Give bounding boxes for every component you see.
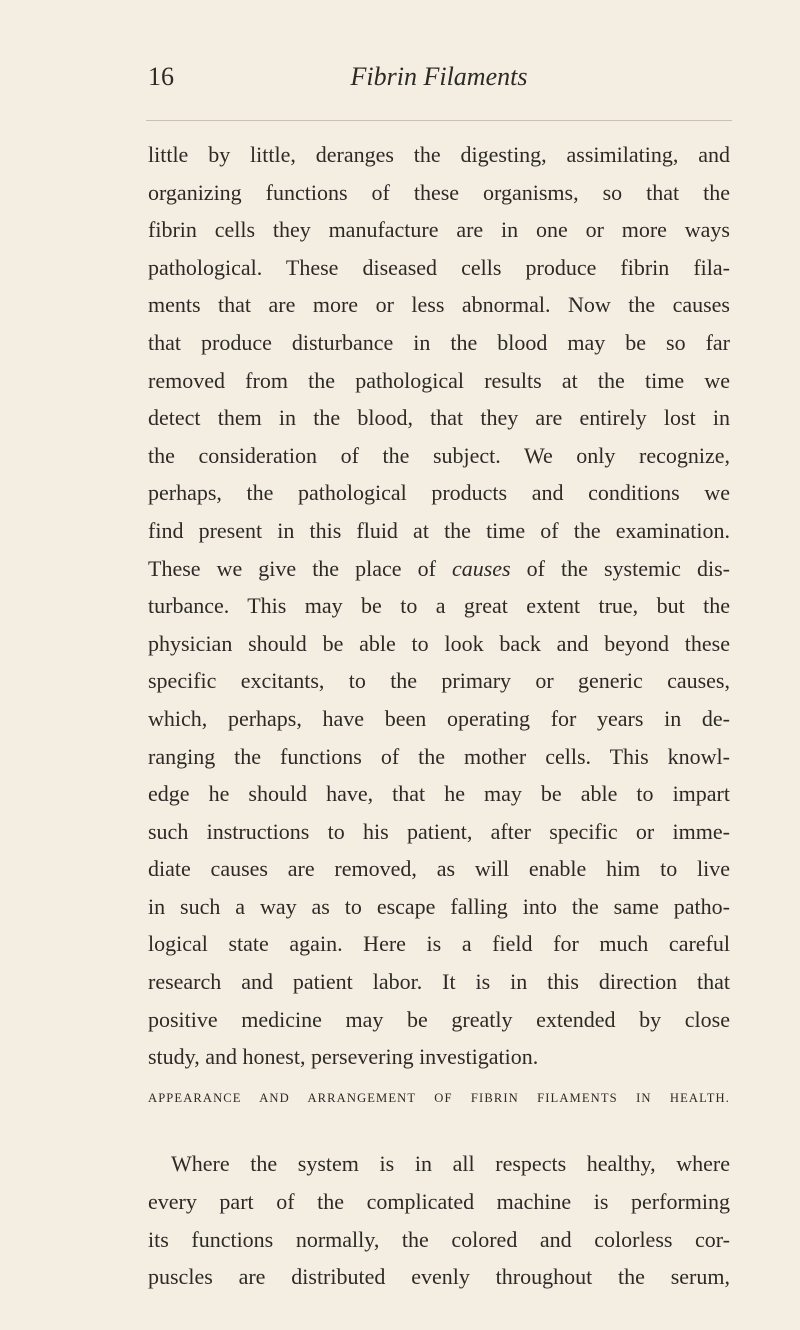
text-line: ments that are more or less abnormal. Now the causes <box>148 292 730 318</box>
text-line: perhaps, the pathological products and conditions we <box>148 480 730 506</box>
paragraph-1 <box>148 136 730 1076</box>
text-line: every part of the complicated machine is performing <box>148 1189 730 1215</box>
body-text <box>148 136 730 1296</box>
text-line: detect them in the blood, that they are entirely lost in <box>148 405 730 431</box>
text-line-with-italic <box>148 550 730 588</box>
section-heading: APPEARANCE AND ARRANGEMENT OF FIBRIN FILAMENTS IN HEALTH. <box>148 1090 730 1105</box>
italic-word: causes <box>451 555 511 581</box>
header-rule <box>146 120 732 121</box>
text-line: in such a way as to escape falling into the same patho- <box>148 893 730 919</box>
text-line: little by little, deranges the digesting, assimilating, and <box>148 142 730 167</box>
running-title: Fibrin Filaments <box>350 62 528 91</box>
text-line: turbance. This may be to a great extent true, but the <box>148 593 730 619</box>
page-number: 16 <box>148 62 174 91</box>
text-line: logical state again. Here is a field for much careful <box>148 931 730 957</box>
text-line: fibrin cells they manufacture are in one or more ways <box>148 217 730 243</box>
text-line: puscles are distributed evenly throughout the serum, <box>148 1264 730 1290</box>
text-line: Where the system is in all respects healthy, where <box>171 1151 730 1177</box>
text-line: organizing functions of these organisms, so that the <box>148 179 730 205</box>
running-head <box>0 62 800 96</box>
text-line: research and patient labor. It is in this direction that <box>148 969 730 995</box>
text-line: specific excitants, to the primary or generic causes, <box>148 668 730 694</box>
text-segment: These we give the place of <box>148 555 452 581</box>
text-line: physician should be able to look back and beyond these <box>148 630 730 656</box>
text-line: positive medicine may be greatly extended by close <box>148 1006 730 1032</box>
paragraph-2 <box>148 1145 730 1295</box>
text-line: which, perhaps, have been operating for years in de- <box>148 705 730 731</box>
text-line: study, and honest, persevering investigation. <box>148 1044 539 1070</box>
text-line: its functions normally, the colored and colorless cor- <box>148 1226 730 1252</box>
text-line: removed from the pathological results at the time we <box>148 367 730 393</box>
text-line: edge he should have, that he may be able to impart <box>148 781 730 807</box>
text-segment: of the systemic dis- <box>510 555 730 581</box>
text-line: ranging the functions of the mother cells. This knowl- <box>148 743 730 769</box>
text-line: diate causes are removed, as will enable him to live <box>148 856 730 882</box>
text-line: the consideration of the subject. We only recognize, <box>148 442 730 468</box>
text-line: such instructions to his patient, after specific or imme- <box>148 818 730 844</box>
text-line: find present in this fluid at the time of the examination. <box>148 517 730 543</box>
text-line: that produce disturbance in the blood may be so far <box>148 329 730 355</box>
text-line: pathological. These diseased cells produce fibrin fila- <box>148 254 730 280</box>
